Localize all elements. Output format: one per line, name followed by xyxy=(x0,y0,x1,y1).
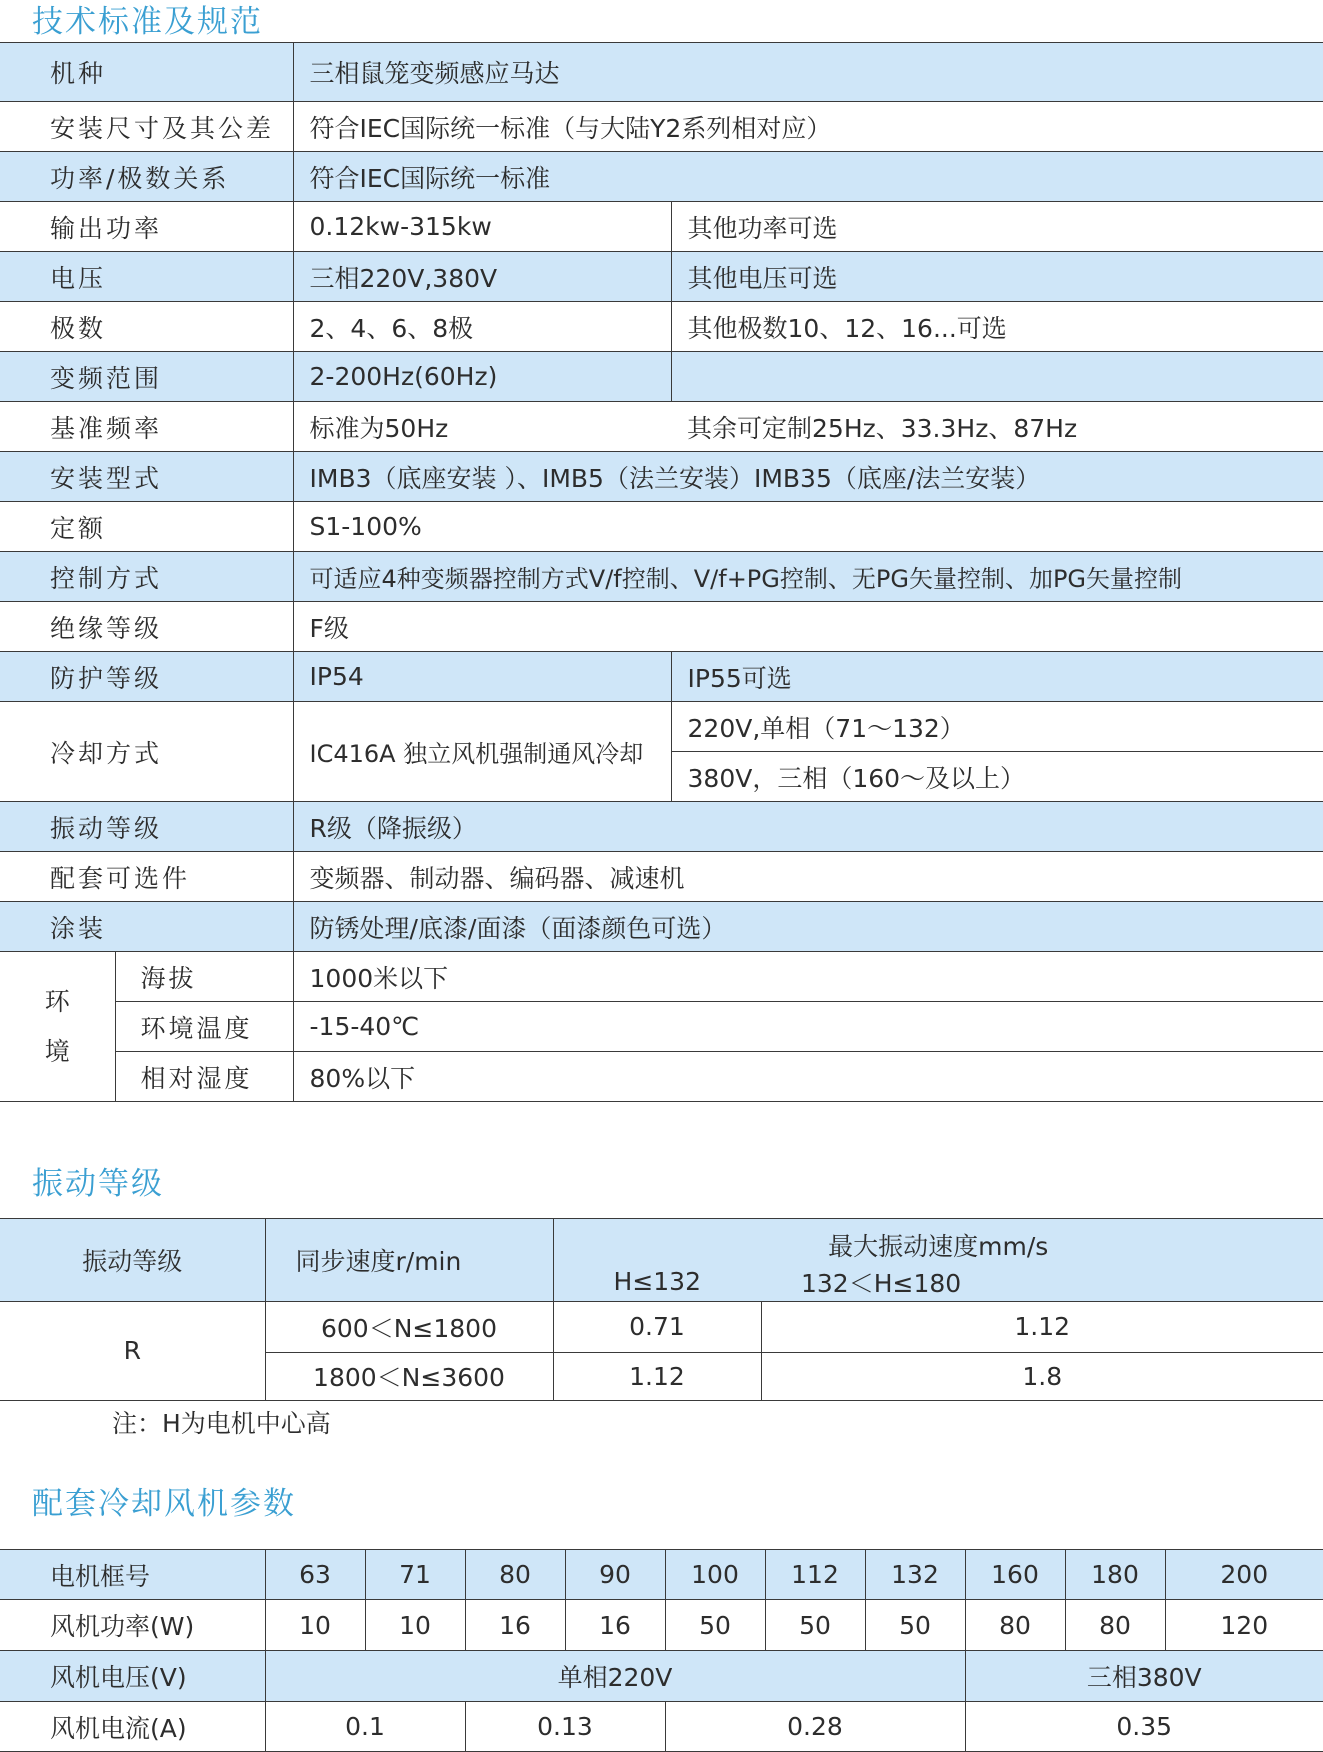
base-freq-extra: 其余可定制25Hz、33.3Hz、87Hz xyxy=(687,413,1078,443)
frame-cell: 80 xyxy=(465,1550,565,1600)
fan-voltage-three: 三相380V xyxy=(965,1651,1323,1702)
accessories-label: 配套可选件 xyxy=(50,863,191,893)
power-cell: 10 xyxy=(365,1600,465,1651)
h1-header: H≤132 xyxy=(553,1263,761,1301)
altitude-value: 1000米以下 xyxy=(293,952,1323,1002)
h2-header: 132＜H≤180 xyxy=(761,1263,1323,1301)
cooling-extra-2: 380V，三相（160～及以上） xyxy=(671,752,1323,802)
frame-cell: 71 xyxy=(365,1550,465,1600)
freq-range-label: 变频范围 xyxy=(50,363,163,393)
spec-row-base-freq xyxy=(0,402,1323,452)
vibration-row-1-h1: 0.71 xyxy=(553,1301,761,1352)
accessories-value: 变频器、制动器、编码器、减速机 xyxy=(293,852,1323,902)
cooling-label: 冷却方式 xyxy=(0,702,293,802)
voltage-extra: 其他电压可选 xyxy=(671,252,1323,302)
vibration-section-title: 振动等级 xyxy=(32,1166,164,1202)
poles-value: 2、4、6、8极 xyxy=(293,302,671,352)
vibration-label: 振动等级 xyxy=(50,813,163,843)
frame-cell: 160 xyxy=(965,1550,1065,1600)
fan-current-cell: 0.35 xyxy=(965,1702,1323,1752)
freq-range-extra xyxy=(671,352,1323,402)
frame-cell: 90 xyxy=(565,1550,665,1600)
spec-row-temperature xyxy=(0,1002,1323,1052)
altitude-label: 海拔 xyxy=(115,952,293,1002)
fan-current-label: 风机电流(A) xyxy=(0,1702,265,1752)
environment-label-line-1: 环 xyxy=(44,986,70,1016)
vibration-note: 注：H为电机中心高 xyxy=(112,1409,331,1438)
spec-row-insulation xyxy=(0,602,1323,652)
protection-label: 防护等级 xyxy=(50,663,163,693)
vibration-value: R级（降振级） xyxy=(293,802,1323,852)
vibration-row-2-h2: 1.8 xyxy=(761,1352,1323,1400)
frame-cell: 100 xyxy=(665,1550,765,1600)
vibration-row-1-h2: 1.12 xyxy=(761,1301,1323,1352)
frame-cell: 112 xyxy=(765,1550,865,1600)
vibration-table xyxy=(0,1218,1323,1401)
temperature-value: -15-40℃ xyxy=(293,1002,1323,1052)
base-freq-label: 基准频率 xyxy=(50,413,163,443)
fan-voltage-label: 风机电压(V) xyxy=(0,1651,265,1702)
machine-type-label: 机种 xyxy=(50,59,107,88)
power-cell: 50 xyxy=(865,1600,965,1651)
rating-value: S1-100% xyxy=(293,502,1323,552)
power-cell: 10 xyxy=(265,1600,365,1651)
base-freq-value: 标准为50Hz xyxy=(293,402,671,452)
mount-size-label: 安装尺寸及其公差 xyxy=(50,113,275,143)
fan-voltage-single: 单相220V xyxy=(265,1651,965,1702)
fan-table xyxy=(0,1549,1323,1752)
sync-speed-header: 同步速度r/min xyxy=(265,1219,553,1302)
frame-cell: 63 xyxy=(265,1550,365,1600)
poles-label: 极数 xyxy=(50,313,107,343)
coating-value: 防锈处理/底漆/面漆（面漆颜色可选） xyxy=(293,902,1323,952)
spec-row-rating xyxy=(0,502,1323,552)
environment-label xyxy=(0,952,115,1102)
machine-type-value: 三相鼠笼变频感应马达 xyxy=(293,43,1323,102)
spec-row-coating xyxy=(0,902,1323,952)
spec-row-poles xyxy=(0,302,1323,352)
power-cell: 80 xyxy=(1065,1600,1165,1651)
frame-cell: 180 xyxy=(1065,1550,1165,1600)
output-power-label: 输出功率 xyxy=(50,213,163,243)
power-cell: 16 xyxy=(465,1600,565,1651)
cooling-extra-1: 220V,单相（71～132） xyxy=(671,702,1323,752)
spec-row-power-poles xyxy=(0,152,1323,202)
frame-label: 电机框号 xyxy=(0,1550,265,1600)
control-label: 控制方式 xyxy=(50,563,163,593)
frame-cell: 200 xyxy=(1165,1550,1323,1600)
mount-type-value: IMB3（底座安装 ）、IMB5（法兰安装）IMB35（底座/法兰安装） xyxy=(293,452,1323,502)
fan-current-cell: 0.13 xyxy=(465,1702,665,1752)
frame-cell: 132 xyxy=(865,1550,965,1600)
vibration-row-1-speed: 600＜N≤1800 xyxy=(265,1301,553,1352)
fan-current-row xyxy=(0,1702,1323,1752)
spec-row-cooling xyxy=(0,702,1323,752)
mount-type-label: 安装型式 xyxy=(50,463,163,493)
spec-row-control xyxy=(0,552,1323,602)
voltage-label: 电压 xyxy=(50,263,107,293)
spec-row-machine-type xyxy=(0,43,1323,102)
temperature-label: 环境温度 xyxy=(115,1002,293,1052)
fan-section-title: 配套冷却风机参数 xyxy=(32,1486,296,1522)
fan-power-row xyxy=(0,1600,1323,1651)
vibration-row-1 xyxy=(0,1301,1323,1352)
power-cell: 50 xyxy=(665,1600,765,1651)
fan-current-cell: 0.28 xyxy=(665,1702,965,1752)
spec-row-humidity xyxy=(0,1052,1323,1102)
mount-size-value: 符合IEC国际统一标准（与大陆Y2系列相对应） xyxy=(293,102,1323,152)
cooling-value: IC416A 独立风机强制通风冷却 xyxy=(293,702,671,802)
control-value: 可适应4种变频器控制方式V/f控制、V/f+PG控制、无PG矢量控制、加PG矢量控制 xyxy=(293,552,1323,602)
power-label: 风机功率(W) xyxy=(0,1600,265,1651)
fan-frame-row xyxy=(0,1550,1323,1600)
output-power-extra: 其他功率可选 xyxy=(671,202,1323,252)
spec-row-freq-range xyxy=(0,352,1323,402)
spec-row-voltage xyxy=(0,252,1323,302)
spec-row-altitude xyxy=(0,952,1323,1002)
power-cell: 16 xyxy=(565,1600,665,1651)
spec-row-output-power xyxy=(0,202,1323,252)
spec-row-mount-size xyxy=(0,102,1323,152)
humidity-value: 80%以下 xyxy=(293,1052,1323,1102)
power-cell: 50 xyxy=(765,1600,865,1651)
poles-extra: 其他极数10、12、16...可选 xyxy=(671,302,1323,352)
insulation-value: F级 xyxy=(293,602,1323,652)
insulation-label: 绝缘等级 xyxy=(50,613,163,643)
vibration-row-2-speed: 1800＜N≤3600 xyxy=(265,1352,553,1400)
spec-section-title: 技术标准及规范 xyxy=(32,4,263,40)
output-power-value: 0.12kw-315kw xyxy=(293,202,671,252)
vibration-header-row-1 xyxy=(0,1219,1323,1264)
vibration-grade-value: R xyxy=(0,1301,265,1400)
rating-label: 定额 xyxy=(50,513,107,543)
spec-row-vibration xyxy=(0,802,1323,852)
vibration-row-2-h1: 1.12 xyxy=(553,1352,761,1400)
coating-label: 涂装 xyxy=(50,913,107,943)
spec-row-protection xyxy=(0,652,1323,702)
max-velocity-header: 最大振动速度mm/s xyxy=(553,1219,1323,1264)
power-cell: 80 xyxy=(965,1600,1065,1651)
spec-row-accessories xyxy=(0,852,1323,902)
environment-label-line-2: 境 xyxy=(44,1036,70,1066)
fan-voltage-row xyxy=(0,1651,1323,1702)
power-poles-label: 功率/极数关系 xyxy=(50,163,230,193)
protection-value: IP54 xyxy=(293,652,671,702)
fan-current-cell: 0.1 xyxy=(265,1702,465,1752)
power-poles-value: 符合IEC国际统一标准 xyxy=(293,152,1323,202)
humidity-label: 相对湿度 xyxy=(115,1052,293,1102)
spec-table xyxy=(0,42,1323,1102)
vibration-grade-header: 振动等级 xyxy=(0,1219,265,1302)
voltage-value: 三相220V,380V xyxy=(293,252,671,302)
spec-row-mount-type xyxy=(0,452,1323,502)
power-cell: 120 xyxy=(1165,1600,1323,1651)
protection-extra: IP55可选 xyxy=(671,652,1323,702)
freq-range-value: 2-200Hz(60Hz) xyxy=(293,352,671,402)
